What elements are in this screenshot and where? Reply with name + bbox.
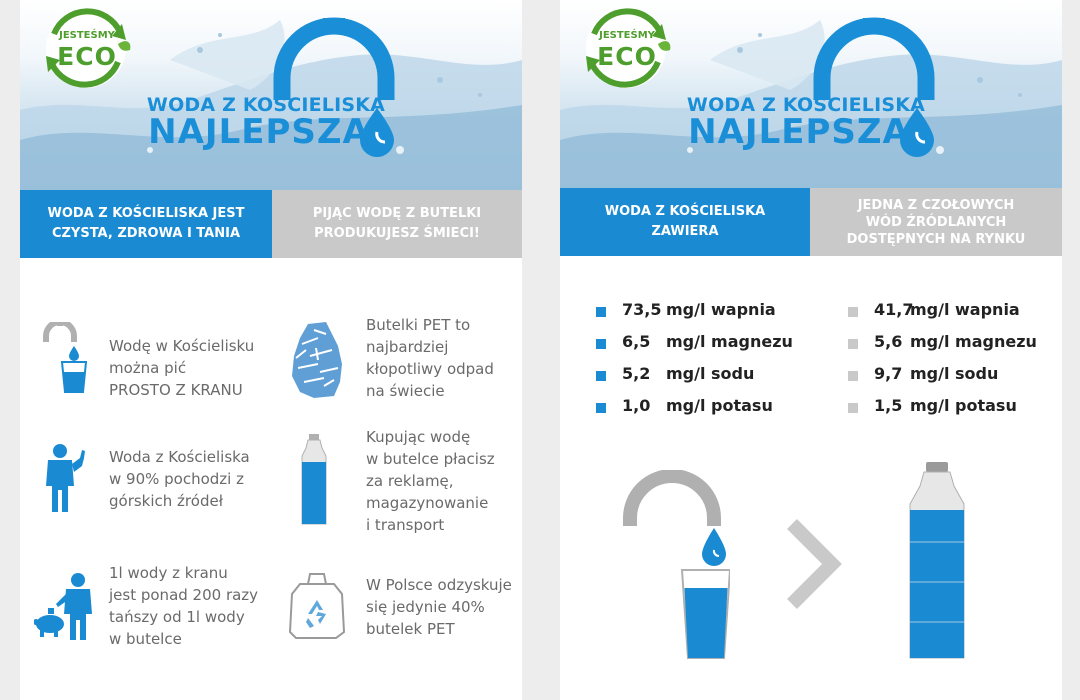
fact-line: i transport: [366, 516, 445, 534]
fact-line: najbardziej: [366, 338, 449, 356]
eco-badge-top-text: JESTEŚMY: [599, 30, 655, 41]
mineral-value: 5,2: [622, 364, 651, 383]
fact-line: w 90% pochodzi z: [109, 470, 244, 488]
eco-badge-main-text: ECO: [597, 42, 657, 71]
fact-line: się jedynie 40%: [366, 598, 485, 616]
mineral-value: 5,6: [874, 332, 903, 351]
fact-line: w butelce: [109, 630, 182, 648]
fact-line: Wodę w Kościelisku: [109, 337, 255, 355]
fact-line: górskich źródeł: [109, 492, 223, 510]
mineral-value: 1,5: [874, 396, 903, 415]
gray-square-icon: [848, 403, 858, 413]
banner-line: PRODUKUJESZ ŚMIECI!: [314, 226, 480, 241]
blue-square-icon: [596, 307, 606, 317]
mineral-value: 6,5: [622, 332, 651, 351]
mineral-unit: mg/l magnezu: [910, 332, 1037, 351]
fact-line: można pić: [109, 359, 187, 377]
banner-line: WODA Z KOŚCIELISKA: [604, 204, 766, 219]
greater-than-icon: [782, 514, 842, 614]
eco-badge-main-text: ECO: [57, 42, 117, 71]
mineral-unit: mg/l wapnia: [910, 300, 1020, 319]
mineral-value: 73,5: [622, 300, 662, 319]
mineral-value: 41,7: [874, 300, 914, 319]
banner-line: WODA Z KOŚCIELISKA JEST: [47, 206, 245, 221]
gray-square-icon: [848, 307, 858, 317]
banner-bottled-water: [272, 190, 522, 258]
banner-line: ZAWIERA: [651, 224, 719, 239]
pet-bottle-icon: [906, 462, 968, 662]
header-splash: [560, 0, 1062, 188]
brand-line-1: WODA Z KOŚCIELISKA: [146, 94, 386, 116]
fact-recycling-rate: [366, 574, 512, 640]
blue-square-icon: [596, 339, 606, 349]
fact-bottle-costs: [366, 426, 495, 536]
fact-line: Butelki PET to: [366, 316, 471, 334]
fact-line: PROSTO Z KRANU: [109, 381, 243, 399]
mineral-unit: mg/l magnezu: [666, 332, 793, 351]
mineral-unit: mg/l potasu: [666, 396, 773, 415]
person-thumbs-up-icon: [42, 444, 86, 514]
blue-square-icon: [596, 403, 606, 413]
fact-line: jest ponad 200 razy: [109, 586, 259, 604]
mineral-unit: mg/l wapnia: [666, 300, 776, 319]
banner-line: JEDNA Z CZOŁOWYCH: [857, 197, 1015, 213]
blue-square-icon: [596, 371, 606, 381]
brand-line-1: WODA Z KOŚCIELISKA: [686, 94, 926, 116]
brand-line-2: NAJLEPSZA: [148, 112, 370, 152]
banner-tap-water: [20, 190, 272, 258]
fact-line: kłopotliwy odpad: [366, 360, 494, 378]
eco-badge-top-text: JESTEŚMY: [59, 30, 115, 41]
left-infographic: [20, 0, 522, 700]
bottles-pile-icon: [288, 320, 346, 400]
fact-price-comparison: [109, 562, 258, 650]
mineral-unit: mg/l sodu: [666, 364, 755, 383]
fact-tap-water: [109, 335, 254, 401]
pet-bottle-icon: [300, 434, 328, 526]
banner-leading-brand: [810, 188, 1062, 256]
fact-line: w butelce płacisz: [366, 450, 495, 468]
fact-line: tańszy od 1l wody: [109, 608, 245, 626]
person-piggy-bank-icon: [34, 572, 96, 642]
mineral-unit: mg/l potasu: [910, 396, 1017, 415]
gray-square-icon: [848, 339, 858, 349]
banner-line: DOSTĘPNYCH NA RYNKU: [846, 231, 1026, 247]
tap-glass-icon: [620, 470, 730, 662]
fact-pet-waste: [366, 314, 494, 402]
fact-line: butelek PET: [366, 620, 455, 638]
brand-line-2: NAJLEPSZA: [688, 112, 910, 152]
fact-line: W Polsce odzyskuje: [366, 576, 512, 594]
fact-line: na świecie: [366, 382, 445, 400]
banner-contains: [560, 188, 810, 256]
eco-badge: [34, 4, 138, 88]
fact-line: Woda z Kościeliska: [109, 448, 250, 466]
fact-line: Kupując wodę: [366, 428, 471, 446]
recycle-bag-icon: [286, 570, 348, 640]
mineral-unit: mg/l sodu: [910, 364, 999, 383]
fact-line: za reklamę,: [366, 472, 454, 490]
mineral-value: 9,7: [874, 364, 903, 383]
fact-mountain-springs: [109, 446, 250, 512]
eco-badge: [574, 4, 678, 88]
header-splash: [20, 0, 522, 190]
fact-line: magazynowanie: [366, 494, 489, 512]
tap-glass-icon: [40, 322, 92, 394]
fact-line: 1l wody z kranu: [109, 564, 228, 582]
right-infographic: [560, 0, 1062, 700]
mineral-value: 1,0: [622, 396, 651, 415]
banner-line: WÓD ŹRÓDLANYCH: [865, 214, 1007, 230]
banner-line: CZYSTA, ZDROWA I TANIA: [51, 226, 241, 241]
banner-line: PIJĄC WODĘ Z BUTELKI: [312, 206, 482, 221]
gray-square-icon: [848, 371, 858, 381]
